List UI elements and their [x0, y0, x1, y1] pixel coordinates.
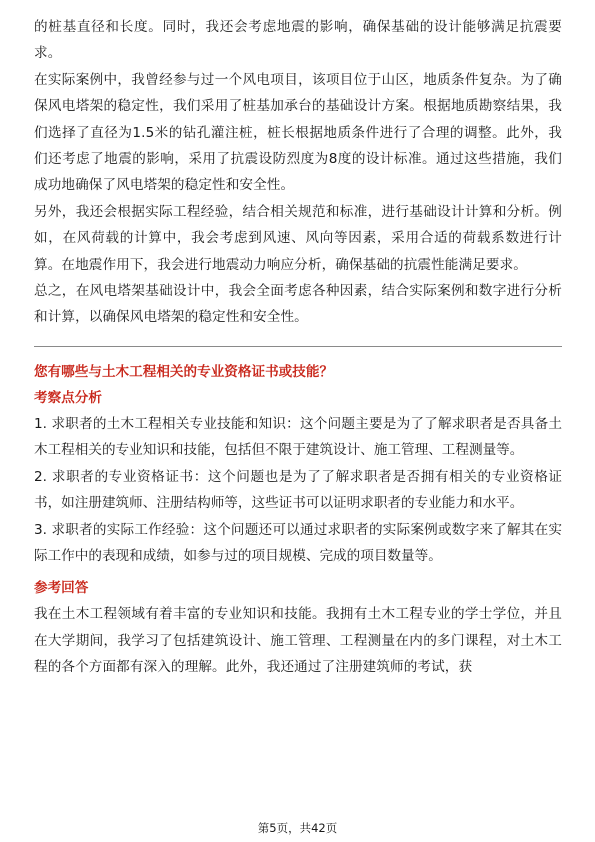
- analysis-label: 考察点分析: [34, 389, 102, 406]
- body-paragraph: 另外，我还会根据实际工程经验，结合相关规范和标准，进行基础设计计算和分析。例如，在风荷载的计算中，我会考虑到风速、风向等因素，采用合适的荷载系数进行计算。在地震作用下，我会进行地震动力响应分析，确保基础的抗震性能满足要求。: [34, 203, 562, 273]
- body-paragraph: 在实际案例中，我曾经参与过一个风电项目，该项目位于山区，地质条件复杂。为了确保风电塔架的稳定性，我们采用了桩基加承台的基础设计方案。根据地质勘察结果，我们选择了直径为1.5米的钻孔灌注桩，桩长根据地质条件进行了合理的调整。此外，我们还考虑了地震的影响，采用了抗震设防烈度为8度的设计标准。通过这些措施，我们成功地确保了风电塔架的稳定性和安全性。: [34, 71, 562, 194]
- page-number: 第5页，共42页: [257, 821, 338, 835]
- answer-label: 参考回答: [34, 580, 89, 597]
- analysis-item: 1. 求职者的土木工程相关专业技能和知识：这个问题主要是为了了解求职者是否具备土木工程相关的专业知识和技能，包括但不限于建筑设计、施工管理、工程测量等。: [34, 415, 562, 459]
- analysis-item: 2. 求职者的专业资格证书：这个问题也是为了了解求职者是否拥有相关的专业资格证书，如注册建筑师、注册结构师等，这些证书可以证明求职者的专业能力和水平。: [34, 468, 562, 512]
- body-paragraph: 的桩基直径和长度。同时，我还会考虑地震的影响，确保基础的设计能够满足抗震要求。: [34, 19, 562, 62]
- section-divider: [34, 346, 562, 347]
- question-title: 您有哪些与土木工程相关的专业资格证书或技能？: [34, 363, 334, 380]
- analysis-item: 3. 求职者的实际工作经验：这个问题还可以通过求职者的实际案例或数字来了解其在实际工作中的表现和成绩，如参与过的项目规模、完成的项目数量等。: [34, 521, 562, 564]
- answer-paragraph: 我在土木工程领域有着丰富的专业知识和技能。我拥有土木工程专业的学士学位，并且在大学期间，我学习了包括建筑设计、施工管理、工程测量在内的多门课程，对土木工程的各个方面都有深入的理解。此外，我还通过了注册建筑师的考试，获: [34, 606, 562, 676]
- page-content: [34, 14, 562, 681]
- body-paragraph: 总之，在风电塔架基础设计中，我会全面考虑各种因素，结合实际案例和数字进行分析和计算，以确保风电塔架的稳定性和安全性。: [34, 283, 562, 326]
